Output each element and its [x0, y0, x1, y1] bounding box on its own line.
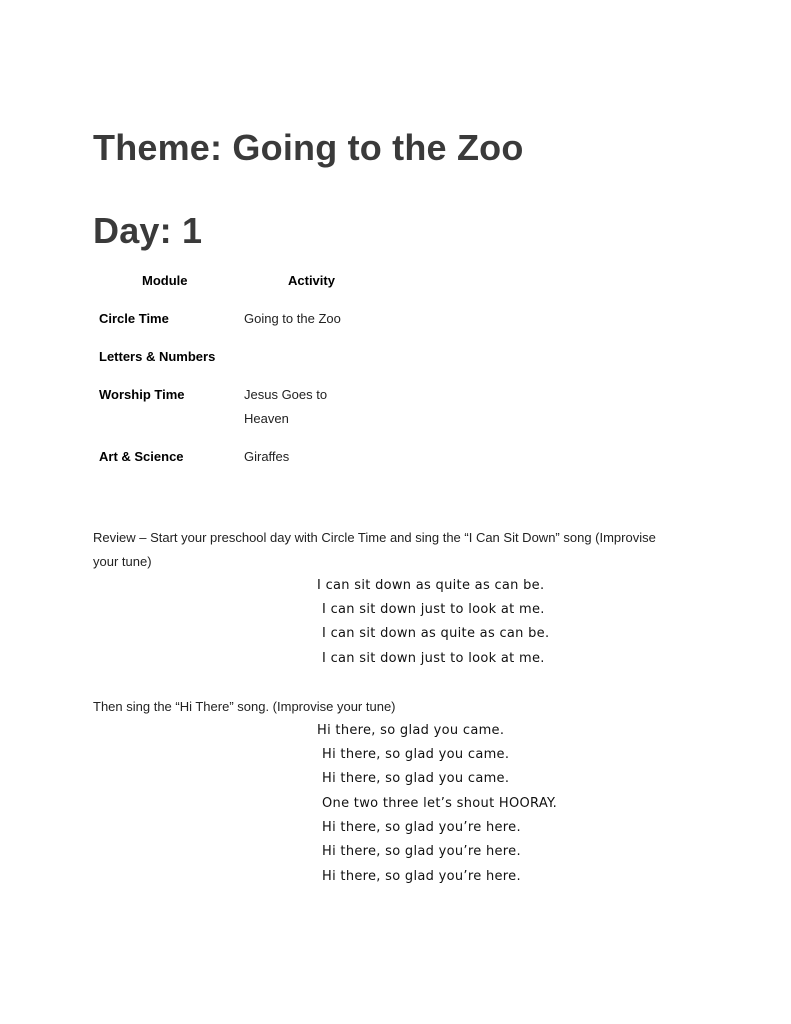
- review-text: Review – Start your preschool day with Circle Time and sing the “I Can Sit Down” song (Improvise: [93, 530, 656, 545]
- lyric-line: Hi there, so glad you came.: [322, 771, 510, 786]
- theme-title: Theme: Going to the Zoo: [93, 127, 524, 168]
- activity-cell: Jesus Goes to: [244, 387, 328, 402]
- lyric-line: Hi there, so glad you came.: [317, 723, 505, 738]
- activity-cell: Giraffes: [244, 449, 290, 464]
- activity-cell: Going to the Zoo: [244, 311, 341, 326]
- lyric-line: One two three let’s shout HOORAY.: [322, 796, 558, 811]
- lyric-line: Hi there, so glad you’re here.: [322, 844, 521, 859]
- lyric-line: I can sit down as quite as can be.: [322, 626, 550, 641]
- module-cell: Circle Time: [99, 311, 169, 326]
- then-sing-text: Then sing the “Hi There” song. (Improvise your tune): [93, 699, 396, 714]
- lyric-line: I can sit down just to look at me.: [322, 651, 545, 666]
- review-text: your tune): [93, 554, 152, 569]
- column-header-activity: Activity: [288, 273, 335, 288]
- lyric-line: I can sit down as quite as can be.: [317, 578, 545, 593]
- lyric-line: Hi there, so glad you’re here.: [322, 820, 521, 835]
- day-title: Day: 1: [93, 210, 203, 251]
- module-cell: Worship Time: [99, 387, 185, 402]
- module-cell: Letters & Numbers: [99, 349, 216, 364]
- activity-cell: Heaven: [244, 411, 289, 426]
- lyric-line: I can sit down just to look at me.: [322, 602, 545, 617]
- lyric-line: Hi there, so glad you came.: [322, 747, 510, 762]
- lyric-line: Hi there, so glad you’re here.: [322, 869, 521, 884]
- column-header-module: Module: [142, 273, 188, 288]
- module-cell: Art & Science: [99, 449, 184, 464]
